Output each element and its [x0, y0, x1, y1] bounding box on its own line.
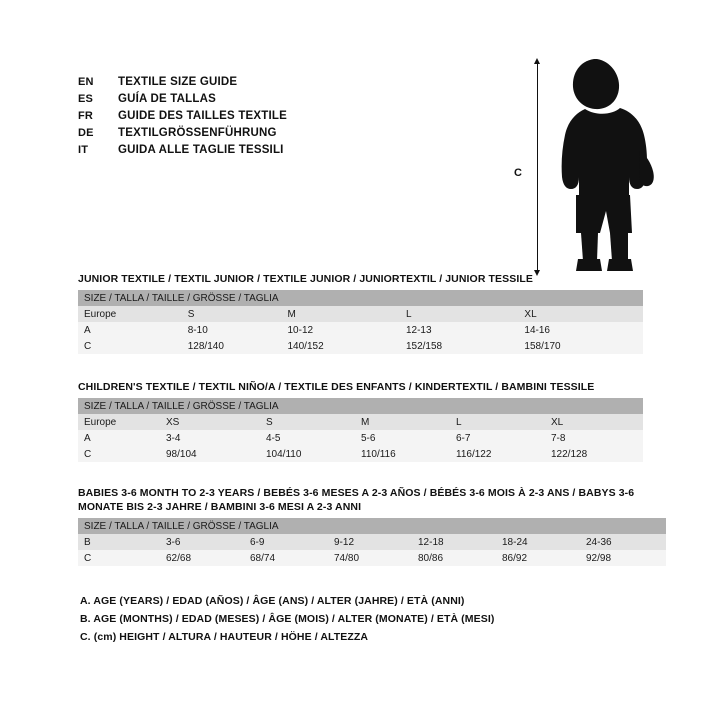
language-row [78, 125, 478, 142]
cell: 8-10 [188, 322, 288, 338]
language-title: TEXTILGRÖSSENFÜHRUNG [118, 127, 277, 139]
cell: 3-4 [166, 430, 266, 446]
table-row [78, 306, 643, 322]
language-title: GUIDE DES TAILLES TEXTILE [118, 110, 287, 122]
cell: 62/68 [166, 550, 250, 566]
cell: 3-6 [166, 534, 250, 550]
cell: 98/104 [166, 446, 266, 462]
cell: 86/92 [502, 550, 586, 566]
cell: 12-18 [418, 534, 502, 550]
cell: 68/74 [250, 550, 334, 566]
language-title: TEXTILE SIZE GUIDE [118, 76, 238, 88]
cell: 104/110 [266, 446, 361, 462]
row-label: B [78, 534, 166, 550]
cell: 24-36 [586, 534, 666, 550]
cell: M [287, 306, 405, 322]
cell: 10-12 [287, 322, 405, 338]
language-row [78, 142, 478, 159]
cell: 5-6 [361, 430, 456, 446]
table-row [78, 414, 643, 430]
table-row [78, 322, 643, 338]
section-title: CHILDREN'S TEXTILE / TEXTIL NIÑO/A / TEXTILE DES ENFANTS / KINDERTEXTIL / BAMBINI TESSILE [78, 381, 595, 393]
language-code: ES [78, 93, 94, 105]
size-header-label: SIZE / TALLA / TAILLE / GRÖSSE / TAGLIA [78, 518, 666, 534]
language-code: IT [78, 144, 89, 156]
size-table-babies [78, 518, 666, 566]
row-label: Europe [78, 306, 188, 322]
table-header-row [78, 290, 643, 306]
table-row [78, 550, 666, 566]
cell: S [188, 306, 288, 322]
cell: 9-12 [334, 534, 418, 550]
section-title: BABIES 3-6 MONTH TO 2-3 YEARS / BEBÉS 3-6 MESES A 2-3 AÑOS / BÉBÉS 3-6 MOIS À 2-3 ANS / BABYS 3-6 MONATE BIS 2-3 JAHRE / BAMBINI 3-6 MESI A 2-3 ANNI [78, 487, 635, 513]
language-title-list [78, 74, 478, 159]
language-title: GUIDA ALLE TAGLIE TESSILI [118, 144, 284, 156]
height-measure-figure [500, 55, 680, 285]
row-label: Europe [78, 414, 166, 430]
table-row [78, 338, 643, 354]
cell: L [456, 414, 551, 430]
section-junior [78, 272, 643, 354]
cell: 92/98 [586, 550, 666, 566]
size-table-junior [78, 290, 643, 354]
cell: XL [551, 414, 643, 430]
cell: XS [166, 414, 266, 430]
cell: 140/152 [287, 338, 405, 354]
cell: 6-9 [250, 534, 334, 550]
language-row [78, 74, 478, 91]
table-header-row [78, 398, 643, 414]
cell: M [361, 414, 456, 430]
note-age-months: B. AGE (MONTHS) / EDAD (MESES) / ÂGE (MOIS) / ALTER (MONATE) / ETÀ (MESI) [80, 613, 495, 625]
table-header-row [78, 518, 666, 534]
cell: 116/122 [456, 446, 551, 462]
section-babies [78, 486, 643, 566]
cell: 6-7 [456, 430, 551, 446]
cell: 122/128 [551, 446, 643, 462]
cell: 110/116 [361, 446, 456, 462]
cell: 7-8 [551, 430, 643, 446]
size-header-label: SIZE / TALLA / TAILLE / GRÖSSE / TAGLIA [78, 290, 643, 306]
cell: 158/170 [524, 338, 643, 354]
table-row [78, 430, 643, 446]
height-arrow-icon [537, 63, 538, 271]
table-row [78, 534, 666, 550]
size-header-label: SIZE / TALLA / TAILLE / GRÖSSE / TAGLIA [78, 398, 643, 414]
legend-notes [80, 592, 600, 646]
cell: 18-24 [502, 534, 586, 550]
language-code: FR [78, 110, 94, 122]
row-label: C [78, 550, 166, 566]
row-label: C [78, 446, 166, 462]
cell: 74/80 [334, 550, 418, 566]
section-title: JUNIOR TEXTILE / TEXTIL JUNIOR / TEXTILE JUNIOR / JUNIORTEXTIL / JUNIOR TESSILE [78, 273, 533, 285]
row-label: A [78, 322, 188, 338]
section-children [78, 380, 643, 462]
cell: 14-16 [524, 322, 643, 338]
note-height: C. (cm) HEIGHT / ALTURA / HAUTEUR / HÖHE / ALTEZZA [80, 631, 369, 643]
language-code: DE [78, 127, 94, 139]
language-row [78, 108, 478, 125]
cell: 128/140 [188, 338, 288, 354]
size-table-children [78, 398, 643, 462]
cell: S [266, 414, 361, 430]
row-label: C [78, 338, 188, 354]
cell: 12-13 [406, 322, 524, 338]
child-silhouette-icon [552, 55, 662, 280]
measure-label: C [514, 167, 522, 179]
cell: 152/158 [406, 338, 524, 354]
cell: XL [524, 306, 643, 322]
language-row [78, 91, 478, 108]
cell: 80/86 [418, 550, 502, 566]
language-code: EN [78, 76, 94, 88]
cell: 4-5 [266, 430, 361, 446]
language-title: GUÍA DE TALLAS [118, 93, 216, 105]
cell: L [406, 306, 524, 322]
row-label: A [78, 430, 166, 446]
note-age-years: A. AGE (YEARS) / EDAD (AÑOS) / ÂGE (ANS) / ALTER (JAHRE) / ETÀ (ANNI) [80, 595, 465, 607]
table-row [78, 446, 643, 462]
